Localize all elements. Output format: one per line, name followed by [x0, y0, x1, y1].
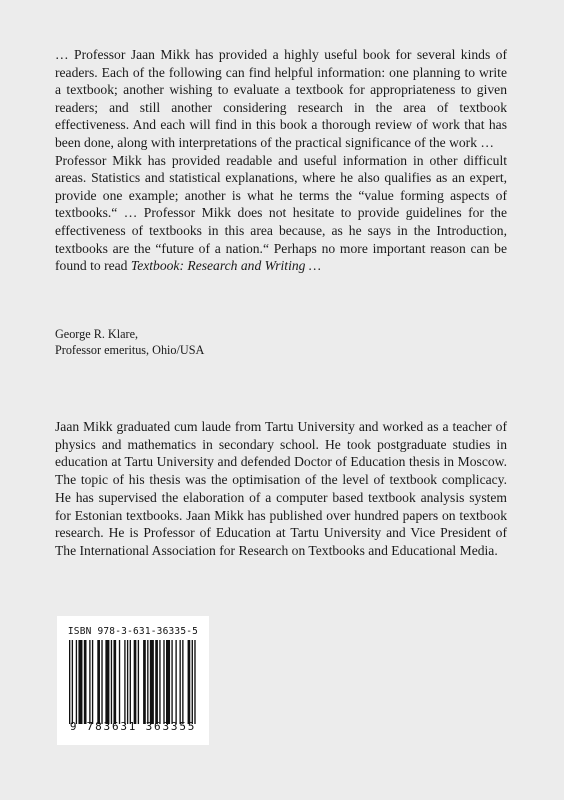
review-paragraph-1: … Professor Jaan Mikk has provided a highly useful book for several kinds of readers. Each of the following can find helpful information: one planning to write a textbook; another wishing to evaluate a textbook for appropriateness to given readers; and still another considering research in the area of textbook effectiveness. And each will find in this book a thorough review of work that has been done, along with interpretations of the practical significance of the work …	[55, 47, 507, 150]
barcode-bar	[155, 640, 158, 724]
barcode-bar	[111, 640, 112, 724]
barcode-bar	[124, 640, 125, 724]
barcode-bar	[194, 640, 195, 724]
barcode-bar	[163, 640, 164, 724]
isbn-barcode	[57, 616, 209, 745]
barcode-bar	[134, 640, 137, 724]
review-quote	[55, 46, 507, 275]
review-signature	[55, 326, 507, 358]
barcode-bar	[179, 640, 180, 724]
barcode-bar	[138, 640, 139, 724]
barcode-bar	[84, 640, 87, 724]
barcode-bar	[97, 640, 100, 724]
barcode-bar	[182, 640, 183, 724]
review-paragraph-2	[55, 152, 507, 275]
barcode-bar	[150, 640, 154, 724]
barcode-bar	[175, 640, 176, 724]
author-bio: Jaan Mikk graduated cum laude from Tartu University and worked as a teacher of physics and mathematics in secondary school. He took postgraduate studies in education at Tartu University and defended Doctor of Education thesis in Moscow. The topic of his thesis was the optimisation of the level of textbook complicacy. He has supervised the elaboration of a computer based textbook analysis system for Estonian textbooks. Jaan Mikk has published over hundred papers on textbook research. He is Professor of Education at Tartu University and Vice President of The International Association for Research on Textbooks and Educational Media.	[55, 419, 507, 558]
barcode-bar	[130, 640, 131, 724]
barcode-bars	[69, 640, 197, 724]
barcode-bar	[113, 640, 116, 724]
barcode-bar	[76, 640, 77, 724]
barcode-bar	[89, 640, 90, 724]
barcode-bar	[101, 640, 102, 724]
ean-digits: 9 783631 363355	[69, 720, 197, 733]
reviewer-name: George R. Klare,	[55, 327, 139, 341]
barcode-bar	[147, 640, 148, 724]
barcode-bar	[78, 640, 82, 724]
barcode-bar	[92, 640, 93, 724]
barcode-bar	[69, 640, 70, 724]
barcode-bar	[127, 640, 128, 724]
isbn-label: ISBN 978-3-631-36335-5	[67, 626, 199, 637]
barcode-bar	[188, 640, 191, 724]
barcode-bar	[166, 640, 170, 724]
book-title: Textbook: Research and Writing …	[130, 258, 321, 274]
barcode-bar	[143, 640, 146, 724]
reviewer-affiliation: Professor emeritus, Ohio/USA	[55, 343, 205, 357]
barcode-bar	[159, 640, 160, 724]
barcode-bar	[72, 640, 73, 724]
barcode-bar	[171, 640, 172, 724]
review-paragraph-2-text: Professor Mikk has provided readable and useful information in other difficult areas. Statistics and statistical explanations, where he also qualifies as an expert, provide one example; another is what he terms the “value forming aspects of textbooks.“ … Professor Mikk does not hesitate to provide guidelines for the effectiveness of textbooks in this area because, as he says in the Introduction, textbooks are the “future of a nation.“ Perhaps no more important reason can be found to read	[55, 152, 507, 274]
barcode-bar	[192, 640, 193, 724]
barcode-bar	[119, 640, 120, 724]
barcode-bar	[105, 640, 109, 724]
